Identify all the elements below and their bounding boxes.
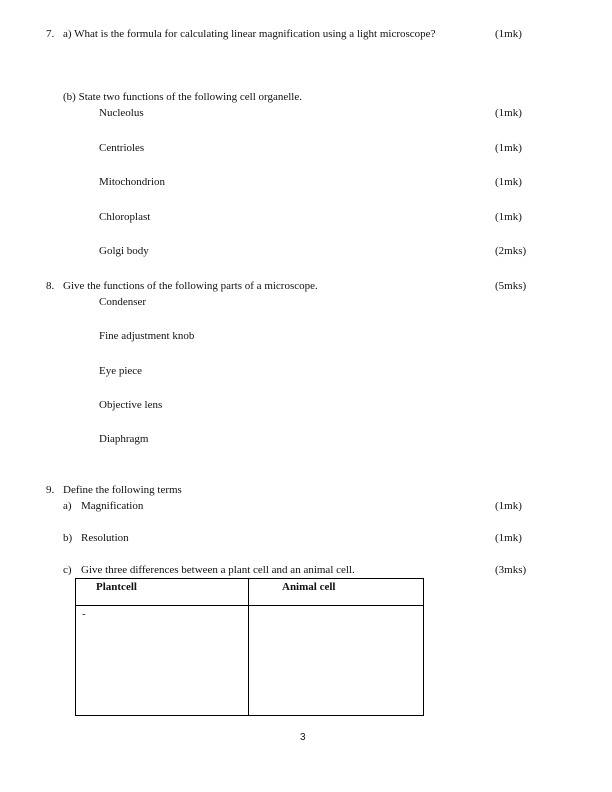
question-9c-letter: c) <box>63 564 72 576</box>
marks: (1mk) <box>495 107 522 119</box>
question-8-text: Give the functions of the following parts of a microscope. <box>63 280 318 292</box>
part-eye-piece: Eye piece <box>99 365 143 377</box>
organelle-mitochondrion: Mitochondrion <box>99 176 165 188</box>
marks: (1mk) <box>495 142 522 154</box>
question-9c-text: Give three differences between a plant cell and an animal cell. <box>81 564 355 576</box>
organelle-nucleolus: Nucleolus <box>99 107 144 119</box>
question-9b-letter: b) <box>63 532 73 544</box>
question-7-number: 7. <box>46 28 55 40</box>
question-7b-text: (b) State two functions of the following cell organelle. <box>63 91 302 103</box>
marks: (3mks) <box>495 564 527 576</box>
table-header-plant-cell: Plantcell <box>76 579 249 606</box>
question-9-number: 9. <box>46 484 55 496</box>
marks: (2mks) <box>495 245 527 257</box>
question-9-text: Define the following terms <box>63 484 182 496</box>
table-row <box>76 606 424 716</box>
organelle-centrioles: Centrioles <box>99 142 145 154</box>
comparison-table <box>75 578 424 716</box>
part-condenser: Condenser <box>99 296 147 308</box>
part-diaphragm: Diaphragm <box>99 433 149 445</box>
organelle-golgi-body: Golgi body <box>99 245 149 257</box>
marks: (1mk) <box>495 500 522 512</box>
table-cell: - <box>76 606 249 716</box>
question-8-number: 8. <box>46 280 55 292</box>
part-fine-adjustment-knob: Fine adjustment knob <box>99 330 195 342</box>
marks: (1mk) <box>495 532 522 544</box>
question-7a-marks: (1mk) <box>495 28 522 40</box>
part-objective-lens: Objective lens <box>99 399 163 411</box>
question-8-marks: (5mks) <box>495 280 527 292</box>
page-number: 3 <box>300 732 306 743</box>
organelle-chloroplast: Chloroplast <box>99 211 151 223</box>
table-header-animal-cell: Animal cell <box>249 579 424 606</box>
table-cell <box>249 606 424 716</box>
question-9a-letter: a) <box>63 500 72 512</box>
marks: (1mk) <box>495 211 522 223</box>
question-9a-text: Magnification <box>81 500 144 512</box>
marks: (1mk) <box>495 176 522 188</box>
question-7a-text: a) What is the formula for calculating linear magnification using a light microscope? <box>63 28 436 40</box>
question-9b-text: Resolution <box>81 532 129 544</box>
